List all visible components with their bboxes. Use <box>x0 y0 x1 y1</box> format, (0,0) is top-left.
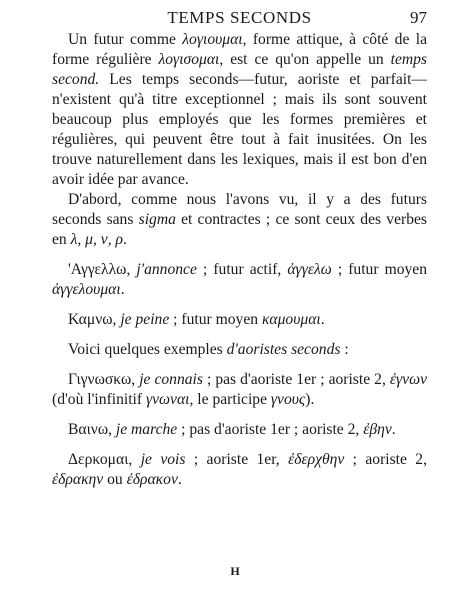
signature-mark: H <box>230 564 241 578</box>
page-body <box>52 30 427 490</box>
example-gignosko: Γιγνωσκω, je connais ; pas d'aoriste 1er ; aoriste 2, ἐγνων (d'où l'infinitif γνωναι, le participe γνους). <box>52 371 428 408</box>
paragraph-aoristes-intro: Voici quelques exemples d'aoristes seconds : <box>68 341 349 358</box>
page-header <box>52 0 427 30</box>
running-title: TEMPS SECONDS <box>167 8 312 27</box>
paragraph-futurs-seconds: D'abord, comme nous l'avons vu, il y a des futurs seconds sans sigma et contractes ; ce sont ceux des verbes en λ, μ, ν, ρ. <box>52 191 427 248</box>
example-derkomai: Δερκομαι, je vois ; aoriste 1er, ἐδερχθην ; aoriste 2, ἐδρακην ou ἐδρακον. <box>52 451 427 488</box>
page-number: 97 <box>410 8 427 27</box>
example-baino: Βαινω, je marche ; pas d'aoriste 1er ; aoriste 2, ἐβην. <box>68 421 396 438</box>
example-kamno: Καμνω, je peine ; futur moyen καμουμαι. <box>68 311 325 328</box>
example-aggello: 'Αγγελλω, j'annonce ; futur actif, ἀγγελω ; futur moyen ἀγγελουμαι. <box>52 261 428 298</box>
paragraph-temps-second: Un futur comme λογιουμαι, forme attique, à côté de la forme régulière λογισομαι, est ce qu'on appelle un temps second. Les temps seconds—futur, aoriste et parfait—n'existent qu'à titre exceptionnel ; mais ils sont souvent beaucoup plus employés que les formes premières et régulières, qui peuvent être tout à fait inusitées. On les trouve naturellement dans les lexiques, mais il est bon d'en avoir idée par avance. <box>52 31 427 188</box>
